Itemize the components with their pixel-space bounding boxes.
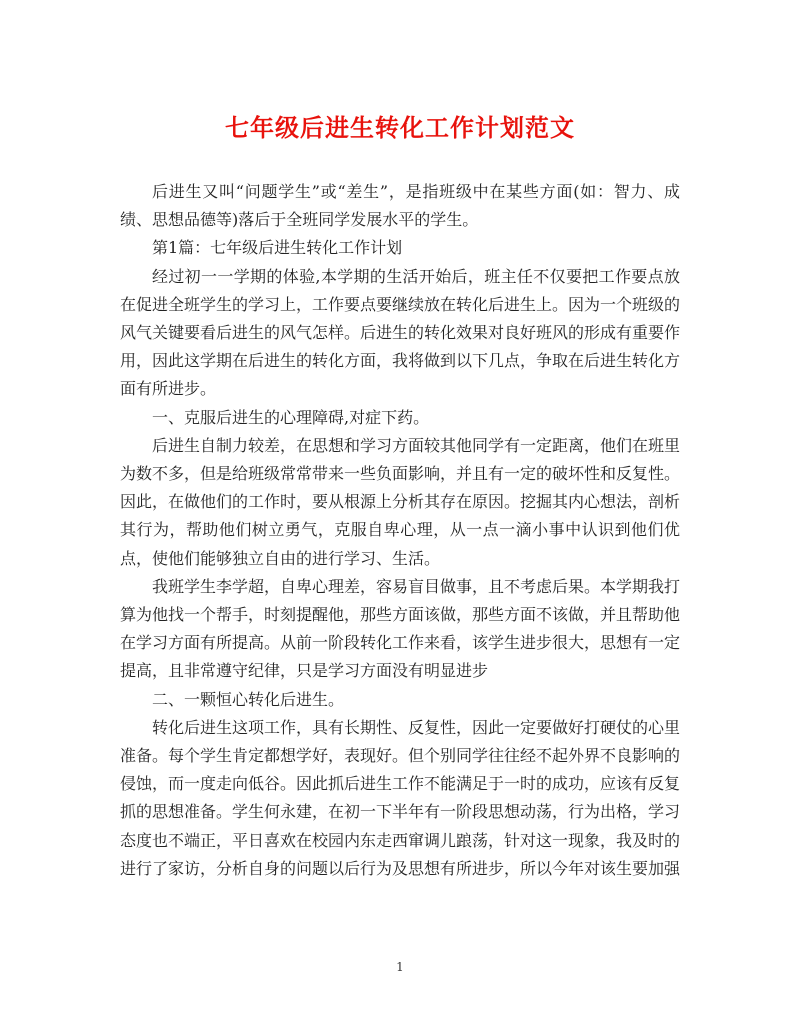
intro-paragraph: 后进生又叫“问题学生”或“差生”，是指班级中在某些方面(如：智力、成绩、思想品德等)落后于全班同学发展水平的学生。 <box>120 182 680 230</box>
body-paragraph: 经过初一一学期的体验,本学期的生活开始后，班主任不仅要把工作要点放在促进全班学生的学习上，工作要点要继续放在转化后进生上。因为一个班级的风气关键要看后进生的风气怎样。后进生的转化效果对良好班风的形成有重要作用，因此这学期在后进生的转化方面，我将做到以下几点，争取在后进生转化方面有所进步。 <box>120 266 681 399</box>
document-body <box>120 178 680 883</box>
body-paragraph: 我班学生李学超，自卑心理差，容易盲目做事，且不考虑后果。本学期我打算为他找一个帮手，时刻提醒他，那些方面该做，那些方面不该做，并且帮助他在学习方面有所提高。从前一阶段转化工作来看，该学生进步很大，思想有一定提高，且非常遵守纪律，只是学习方面没有明显进步 <box>120 576 681 681</box>
section-heading-part-1: 第1篇：七年级后进生转化工作计划 <box>152 238 403 258</box>
body-paragraph: 后进生自制力较差，在思想和学习方面较其他同学有一定距离，他们在班里为数不多，但是给班级常常带来一些负面影响，并且有一定的破坏性和反复性。因此，在做他们的工作时，要从根源上分析其存在原因。挖掘其内心想法，剖析其行为，帮助他们树立勇气，克服自卑心理，从一点一滴小事中认识到他们优点，使他们能够独立自由的进行学习、生活。 <box>120 435 681 568</box>
subheading-one: 一、克服后进生的心理障碍,对症下药。 <box>152 407 430 427</box>
page-number: 1 <box>396 960 404 974</box>
body-paragraph: 转化后进生这项工作，具有长期性、反复性，因此一定要做好打硬仗的心里准备。每个学生肯定都想学好，表现好。但个别同学往往经不起外界不良影响的侵蚀，而一度走向低谷。因此抓后进生工作不能满足于一时的成功，应该有反复抓的思想准备。学生何永建，在初一下半年有一阶段思想动荡，行为出格，学习态度也不端正，平日喜欢在校园内东走西窜调儿踉荡，针对这一现象，我及时的进行了家访，分析自身的问题以后行为及思想有所进步，所以今年对该生要加强 <box>120 717 681 878</box>
document-title: 七年级后进生转化工作计划范文 <box>225 113 575 142</box>
subheading-two: 二、一颗恒心转化后进生。 <box>152 689 345 709</box>
